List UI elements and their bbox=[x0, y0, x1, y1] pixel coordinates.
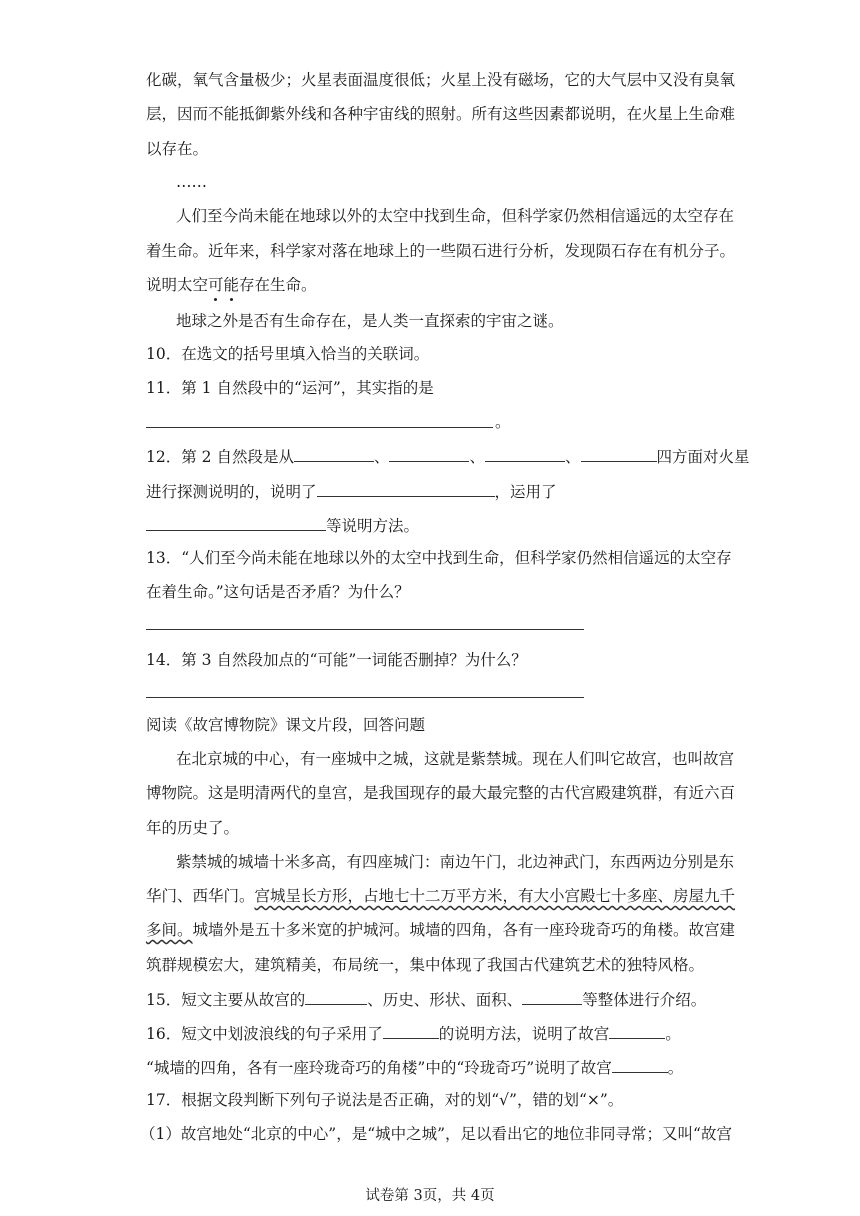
passage-line: 地球之外是否有生命存在，是人类一直探索的宇宙之谜。 bbox=[176, 312, 564, 330]
text-span: 16．短文中划波浪线的句子采用了 bbox=[146, 1025, 383, 1043]
passage-line: 筑群规模宏大，建筑精美，布局统一，集中体现了我国古代建筑艺术的独特风格。 bbox=[146, 956, 705, 974]
text-span: 、 bbox=[373, 448, 390, 466]
dotted-word bbox=[208, 276, 239, 294]
text-span: 进行探测说明的，说明了 bbox=[146, 483, 317, 501]
question-17-1: （1）故宫地处“北京的中心”，是“城中之城”，足以看出它的地位非同寻常；又叫“故宫 bbox=[140, 1125, 732, 1143]
answer-line-11[interactable] bbox=[146, 427, 493, 428]
text-span: 存在生命。 bbox=[239, 276, 317, 294]
text-span: 。 bbox=[665, 1025, 681, 1043]
question-10: 10．在选文的括号里填入恰当的关联词。 bbox=[146, 345, 430, 363]
passage-line: 以存在。 bbox=[146, 140, 209, 158]
passage-line bbox=[146, 920, 735, 940]
text-span: ，运用了 bbox=[494, 483, 557, 501]
answer-blank[interactable] bbox=[305, 988, 367, 1005]
wavy-sentence: 多间。 bbox=[146, 921, 193, 939]
answer-blank[interactable] bbox=[317, 480, 495, 497]
question-12-cont bbox=[146, 480, 557, 502]
passage-line: 化碳，氧气含量极少；火星表面温度很低；火星上没有磁场，它的大气层中又没有臭氧 bbox=[146, 71, 736, 89]
dotted-char: 能 bbox=[223, 276, 240, 294]
passage-line: 博物院。这是明清两代的皇宫，是我国现存的最大最完整的古代宫殿建筑群，有近六百 bbox=[146, 784, 736, 802]
answer-blank[interactable] bbox=[146, 514, 326, 531]
text-span: 华门、西华门。 bbox=[146, 887, 255, 905]
answer-blank[interactable] bbox=[609, 1022, 665, 1039]
question-14: 14．第 3 自然段加点的“可能”一词能否删掉？为什么？ bbox=[146, 651, 527, 669]
text-span: 等说明方法。 bbox=[326, 517, 420, 535]
answer-line-13[interactable] bbox=[146, 629, 584, 630]
dotted-char: 可 bbox=[208, 276, 224, 294]
page-footer: 试卷第 3页，共 4页 bbox=[365, 1188, 495, 1204]
passage-line bbox=[146, 275, 317, 295]
answer-blank[interactable] bbox=[522, 988, 582, 1005]
passage-line: 紫禁城的城墙十米多高，有四座城门：南边午门，北边神武门，东西两边分别是东 bbox=[176, 853, 735, 871]
ellipsis: …… bbox=[176, 173, 207, 191]
question-13: 13．“人们至今尚未能在地球以外的太空中找到生命，但科学家仍然相信遥远的太空存 bbox=[146, 549, 732, 567]
period: 。 bbox=[495, 413, 511, 431]
text-span: 等整体进行介绍。 bbox=[582, 991, 707, 1009]
text-span: 城墙外是五十多米宽的护城河。城墙的四角，各有一座玲珑奇巧的角楼。故宫建 bbox=[192, 921, 736, 939]
question-16 bbox=[146, 1022, 681, 1044]
wavy-sentence: 宫城呈长方形，占地七十二万平方米，有大小宫殿七十多座、房屋九千 bbox=[254, 887, 736, 905]
text-span: 、 bbox=[469, 448, 485, 466]
answer-blank[interactable] bbox=[612, 1056, 668, 1073]
question-16-cont bbox=[146, 1056, 683, 1078]
answer-blank[interactable] bbox=[383, 1022, 439, 1039]
text-span: 说明太空 bbox=[146, 276, 209, 294]
question-12-cont bbox=[146, 514, 419, 536]
text-span: “城墙的四角，各有一座玲珑奇巧的角楼”中的“玲珑奇巧”说明了故宫 bbox=[146, 1059, 612, 1077]
question-11: 11．第 1 自然段中的“运河”，其实指的是 bbox=[146, 379, 434, 397]
text-span: 。 bbox=[667, 1059, 684, 1077]
answer-blank[interactable] bbox=[389, 445, 469, 462]
passage-line: 年的历史了。 bbox=[146, 819, 240, 837]
answer-blank[interactable] bbox=[581, 445, 657, 462]
text-span: 15．短文主要从故宫的 bbox=[146, 991, 306, 1009]
question-13-cont: 在着生命。”这句话是否矛盾？为什么？ bbox=[146, 583, 410, 601]
passage-line: 层，因而不能抵御紫外线和各种宇宙线的照射。所有这些因素都说明，在火星上生命难 bbox=[146, 105, 736, 123]
text-span: 12．第 2 自然段是从 bbox=[146, 448, 294, 466]
text-span: 四方面对火星 bbox=[656, 448, 750, 466]
text-span: 的说明方法，说明了故宫 bbox=[438, 1025, 610, 1043]
reading-title: 阅读《故宫博物院》课文片段，回答问题 bbox=[146, 716, 426, 734]
answer-blank[interactable] bbox=[294, 445, 374, 462]
answer-line-14[interactable] bbox=[146, 697, 584, 698]
question-17: 17．根据文段判断下列句子说法是否正确，对的划“√”，错的划“×”。 bbox=[146, 1091, 624, 1109]
question-12 bbox=[146, 445, 750, 467]
passage-line: 着生命。近年来，科学家对落在地球上的一些陨石进行分析，发现陨石存在有机分子。 bbox=[146, 242, 736, 260]
answer-blank[interactable] bbox=[485, 445, 565, 462]
text-span: 、 bbox=[564, 448, 581, 466]
passage-line bbox=[146, 886, 735, 906]
passage-line: 在北京城的中心，有一座城中之城，这就是紫禁城。现在人们叫它故宫，也叫故宫 bbox=[176, 750, 735, 768]
text-span: 、历史、形状、面积、 bbox=[367, 991, 523, 1009]
passage-line: 人们至今尚未能在地球以外的太空中找到生命，但科学家仍然相信遥远的太空存在 bbox=[176, 207, 735, 225]
question-15 bbox=[146, 988, 706, 1010]
